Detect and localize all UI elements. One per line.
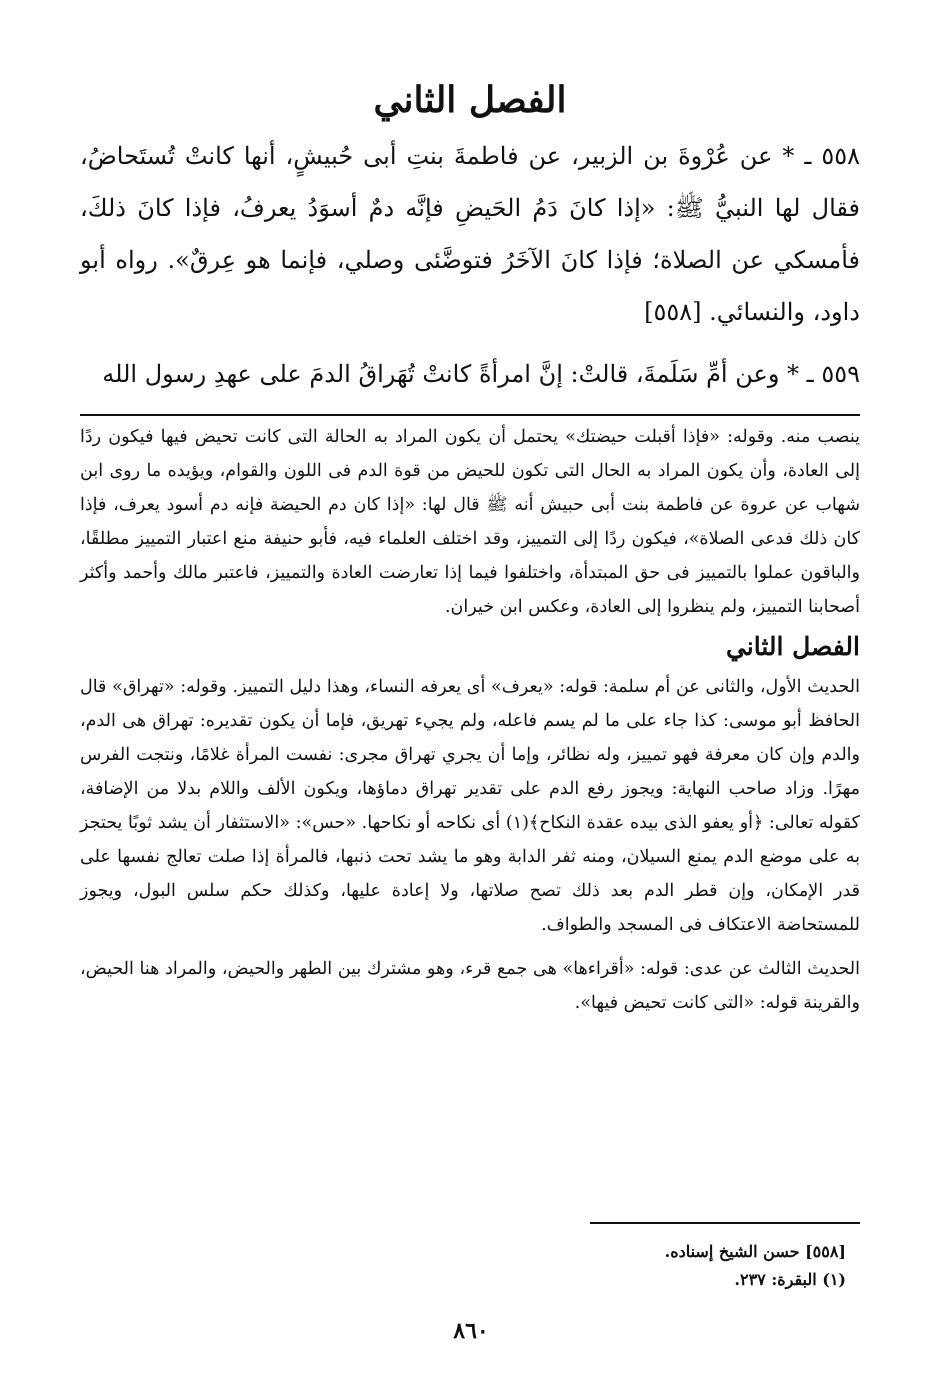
- footnote-grading: [٥٥٨] حسن الشيخ إسناده.: [664, 1242, 846, 1261]
- page-body: [80, 70, 860, 1020]
- hadith-559: ٥٥٩ ـ * وعن أمِّ سَلَمةَ، قالتْ: إنَّ امرأةً كانتْ تُهَراقُ الدمَ على عهدِ رسول الله: [102, 360, 860, 388]
- page-number: ٨٦٠: [453, 1318, 489, 1344]
- hadith-558: ٥٥٨ ـ * عن عُرْوةَ بن الزبير، عن فاطمةَ بنتِ أبى حُبيشٍ، أنها كانتْ تُستَحاضُ، فقال لها النبيُّ ﷺ: «إذا كانَ دَمُ الحَيضِ فإنَّه دمٌ أسوَدُ يعرفُ، فإذا كانَ ذلكَ، فأمسكي عن الصلاة؛ فإذا كانَ الآخَرُ فتوضَّئى وصلي، فإنما هو عِرقٌ». رواه أبو داود، والنسائي. [٥٥٨]: [80, 142, 860, 326]
- chapter-title: الفصل الثاني: [373, 79, 567, 121]
- footnote-quran-ref: (١) البقرة: ٢٣٧.: [734, 1270, 846, 1289]
- footnotes: [80, 1222, 860, 1294]
- footnote-divider: [590, 1222, 860, 1224]
- commentary-subheading: الفصل الثاني: [725, 632, 860, 661]
- commentary-paragraph-1: ينصب منه. وقوله: «فإذا أقبلت حيضتك» يحتمل أن يكون المراد به الحالة التى كانت تحيض فيها فيكون ردًا إلى العادة، وأن يكون المراد به الحال التى تكون للحيض من قوة الدم فى اللون والقوام، ويؤيده ما روى ابن شهاب عن عروة عن فاطمة بنت أبى حبيش أنه ﷺ قال لها: «إذا كان دم الحيضة فإنه دم أسود يعرف، فإذا كان ذلك فدعى الصلاة»، فيكون ردًا إلى التمييز، وقد اختلف العلماء فيه، فأبو حنيفة منع اعتبار التمييز مطلقًا، والباقون عملوا بالتمييز فى حق المبتدأة، واختلفوا فيما إذا تعارضت العادة والتمييز، فاعتبر مالك وأحمد وأكثر أصحابنا التمييز، ولم ينظروا إلى العادة، وعكس ابن خيران.: [80, 427, 860, 617]
- commentary-paragraph-3: الحديث الثالث عن عدى: قوله: «أقراءها» هى جمع قرء، وهو مشترك بين الطهر والحيض، والمراد هنا الحيض، والقرينة قوله: «التى كانت تحيض فيها».: [80, 959, 860, 1013]
- section-divider: [80, 414, 860, 416]
- commentary-paragraph-2: الحديث الأول، والثانى عن أم سلمة: قوله: «يعرف» أى يعرفه النساء، وهذا دليل التمييز. وقوله: «تهراق» قال الحافظ أبو موسى: كذا جاء على ما لم يسم فاعله، ولم يجيء تهريق، فإما أن يكون تقديره: تهراق هى الدم، والدم وإن كان معرفة فهو تمييز، وله نظائر، وإما أن يجري تهراق مجرى: نفست المرأة غلامًا، ونتجت الفرس مهرًا. وزاد صاحب النهاية: ويجوز رفع الدم على تقدير تهراق دماؤها، ويكون الألف واللام بدلا من الإضافة، كقوله تعالى: ﴿أو يعفو الذى بيده عقدة النكاح﴾(١) أى نكاحه أو نكاحها. «حس»: «الاستثفار أن يشد ثوبًا يحتجز به على موضع الدم يمنع السيلان، ومنه ثفر الدابة وهو ما يشد تحت ذنبها، فالمرأة إذا صلت تعالج نفسها على قدر الإمكان، وإن قطر الدم بعد ذلك تصح صلاتها، ولا إعادة عليها، وكذلك حكم سلس البول، ويجوز للمستحاضة الاعتكاف فى المسجد والطواف.: [80, 677, 860, 935]
